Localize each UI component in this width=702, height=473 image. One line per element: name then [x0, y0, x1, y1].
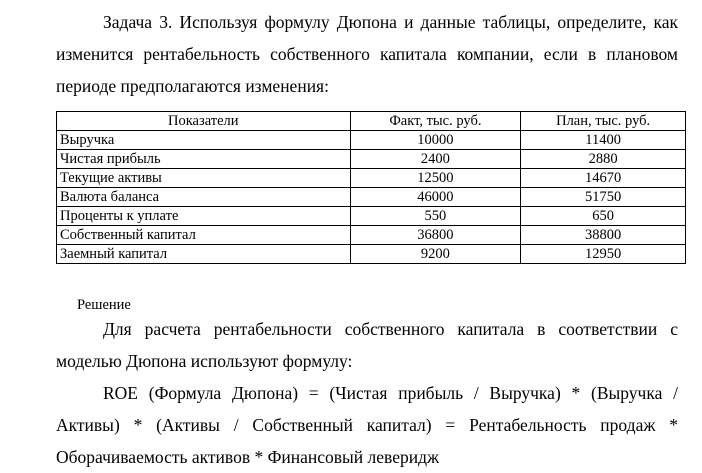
- row-plan-value: 14670: [521, 169, 686, 188]
- header-fact: Факт, тыс. руб.: [350, 112, 521, 131]
- row-plan-value: 51750: [521, 188, 686, 207]
- header-plan: План, тыс. руб.: [521, 112, 686, 131]
- table-row: [57, 150, 686, 169]
- task-paragraph: [56, 6, 678, 102]
- formula-paragraph: [56, 377, 678, 473]
- solution-body: [56, 313, 678, 473]
- solution-intro: Для расчета рентабельности собственного капитала в соответствии с моделью Дюпона используют формулу:: [56, 319, 678, 371]
- indicators-table: [56, 111, 686, 264]
- row-plan-value: 650: [521, 207, 686, 226]
- table-row: [57, 226, 686, 245]
- row-label: Выручка: [57, 131, 351, 150]
- row-fact-value: 36800: [350, 226, 521, 245]
- row-plan-value: 11400: [521, 131, 686, 150]
- row-fact-value: 550: [350, 207, 521, 226]
- row-fact-value: 46000: [350, 188, 521, 207]
- row-plan-value: 12950: [521, 245, 686, 264]
- row-plan-value: 38800: [521, 226, 686, 245]
- row-label: Валюта баланса: [57, 188, 351, 207]
- row-plan-value: 2880: [521, 150, 686, 169]
- solution-heading: Решение: [77, 297, 131, 313]
- row-label: Текущие активы: [57, 169, 351, 188]
- table-row: [57, 188, 686, 207]
- table-row: [57, 207, 686, 226]
- table-header-row: [57, 112, 686, 131]
- header-indicators: Показатели: [57, 112, 351, 131]
- task-text: Задача 3. Используя формулу Дюпона и данные таблицы, определите, как изменится рентабельность собственного капитала компании, если в плановом периоде предполагаются изменения:: [56, 12, 678, 96]
- dupont-formula: ROE (Формула Дюпона) = (Чистая прибыль / Выручка) * (Выручка / Активы) * (Активы / Собственный капитал) = Рентабельность продаж * Оборачиваемость активов * Финансовый леверидж: [56, 383, 678, 467]
- table-row: [57, 245, 686, 264]
- row-label: Чистая прибыль: [57, 150, 351, 169]
- row-label: Заемный капитал: [57, 245, 351, 264]
- row-fact-value: 2400: [350, 150, 521, 169]
- table-row: [57, 169, 686, 188]
- row-fact-value: 12500: [350, 169, 521, 188]
- table-row: [57, 131, 686, 150]
- row-fact-value: 9200: [350, 245, 521, 264]
- row-label: Проценты к уплате: [57, 207, 351, 226]
- row-label: Собственный капитал: [57, 226, 351, 245]
- row-fact-value: 10000: [350, 131, 521, 150]
- solution-intro-paragraph: [56, 313, 678, 377]
